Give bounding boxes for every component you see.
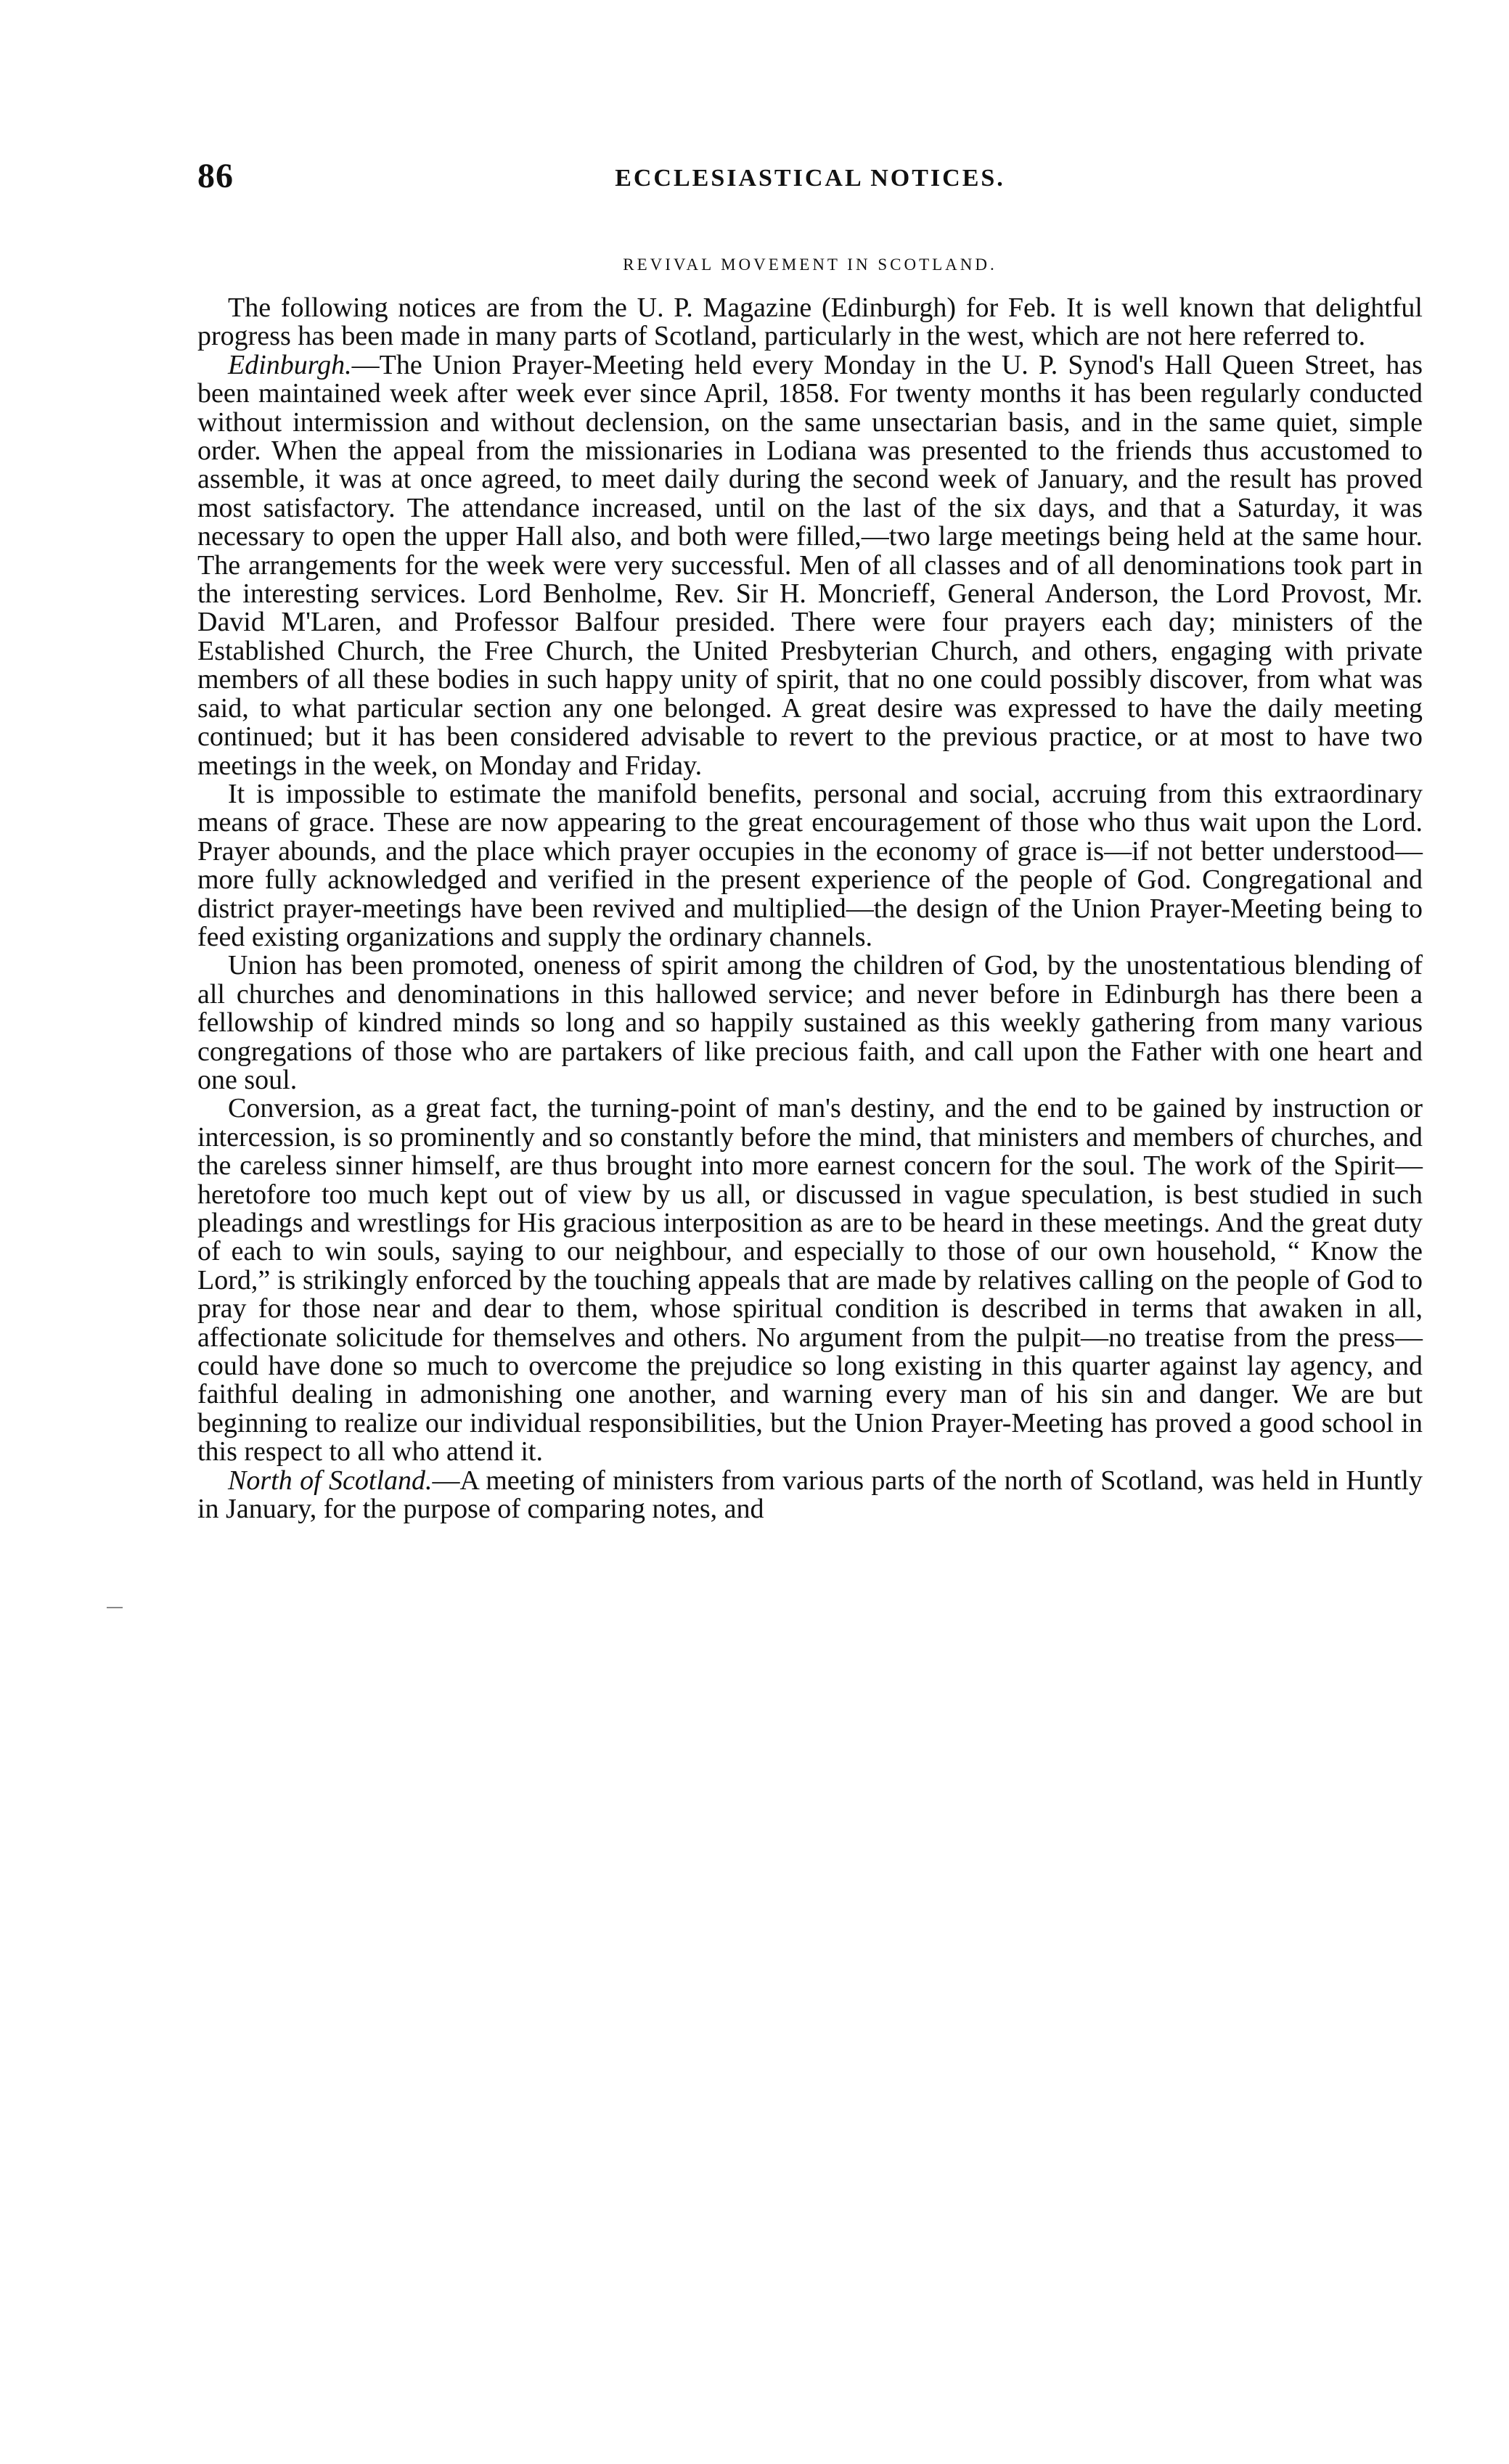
paragraph-union xyxy=(197,951,1423,1094)
paragraph-lead: Edinburgh. xyxy=(228,349,352,380)
margin-mark xyxy=(107,1607,123,1608)
paragraph-north-of-scotland xyxy=(197,1467,1423,1524)
paragraph-text: Conversion, as a great fact, the turning-point of man's destiny, and the end to be gained by instruction or intercession, is so prominently and so constantly before the mind, that ministers and members of churches, and the careless sinner himself, are thus brought into more earnest concern for the soul. The work of the Spirit—heretofore too much kept out of view by us all, or discussed in vague speculation, is best studied in such pleadings and wrestlings for His gracious interposition as are to be heard in these meetings. And the great duty of each to win souls, saying to our neighbour, and especially to those of our own household, “ Know the Lord,” is strikingly enforced by the touching appeals that are made by relatives calling on the people of God to pray for those near and dear to them, whose spiritual condition is described in terms that awaken in all, affectionate solicitude for themselves and others. No argument from the pulpit—no treatise from the press—could have done so much to overcome the prejudice so long existing in this quarter against lay agency, and faithful dealing in admonishing one another, and warning every man of his sin and danger. We are but beginning to realize our individual responsibilities, but the Union Prayer-Meeting has proved a good school in this respect to all who attend it. xyxy=(197,1093,1423,1468)
paragraph-edinburgh xyxy=(197,351,1423,780)
paragraph-lead: North of Scotland. xyxy=(228,1465,433,1496)
page-header xyxy=(197,156,1423,207)
paragraph-text: Union has been promoted, oneness of spirit among the children of God, by the unostentatious blending of all churches and denominations in this hallowed service; and never before in Edinburgh has there been a fellowship of kindred minds so long and so happily sustained as this weekly gathering from many various congregations of those who are partakers of like precious faith, and call upon the Father with one heart and one soul. xyxy=(197,950,1423,1095)
body-text xyxy=(197,294,1423,1523)
paragraph-intro xyxy=(197,294,1423,351)
section-heading: REVIVAL MOVEMENT IN SCOTLAND. xyxy=(623,255,997,274)
running-title: ECCLESIASTICAL NOTICES. xyxy=(615,165,1005,192)
paragraph-text: —The Union Prayer-Meeting held every Monday in the U. P. Synod's Hall Queen Street, has been maintained week after week ever since April, 1858. For twenty months it has been regularly conducted without intermission and without declension, on the same unsectarian basis, and in the same quiet, simple order. When the appeal from the missionaries in Lodiana was presented to the friends thus accustomed to assemble, it was at once agreed, to meet daily during the second week of January, and the result has proved most satisfactory. The attendance increased, until on the last of the six days, and that a Saturday, it was necessary to open the upper Hall also, and both were filled,—two large meetings being held at the same hour. The arrangements for the week were very successful. Men of all classes and of all denominations took part in the interesting services. Lord Benholme, Rev. Sir H. Moncrieff, General Anderson, the Lord Provost, Mr. David M'Laren, and Professor Balfour presided. There were four prayers each day; ministers of the Established Church, the Free Church, the United Presbyterian Church, and others, engaging with private members of all these bodies in such happy unity of spirit, that no one could possibly discover, from what was said, to what particular section any one belonged. A great desire was expressed to have the daily meeting continued; but it has been considered advisable to revert to the previous practice, or at most to have two meetings in the week, on Monday and Friday. xyxy=(197,349,1423,781)
paragraph-text: —A meeting of ministers from various parts of the north of Scotland, was held in Huntly in January, for the purpose of comparing notes, and xyxy=(197,1465,1423,1525)
page-number: 86 xyxy=(197,157,234,195)
paragraph-conversion xyxy=(197,1094,1423,1466)
paragraph-text: It is impossible to estimate the manifold benefits, personal and social, accruing from this extraordinary means of grace. These are now appearing to the great encouragement of those who thus wait upon the Lord. Prayer abounds, and the place which prayer occupies in the economy of grace is—if not better understood—more fully acknowledged and verified in the present experience of the people of God. Congregational and district prayer-meetings have been revived and multiplied—the design of the Union Prayer-Meeting being to feed existing organizations and supply the ordinary channels. xyxy=(197,778,1423,952)
paragraph-benefits xyxy=(197,780,1423,951)
paragraph-text: The following notices are from the U. P. Magazine (Edinburgh) for Feb. It is well known that delightful progress has been made in many parts of Scotland, particularly in the west, which are not here referred to. xyxy=(197,292,1423,352)
